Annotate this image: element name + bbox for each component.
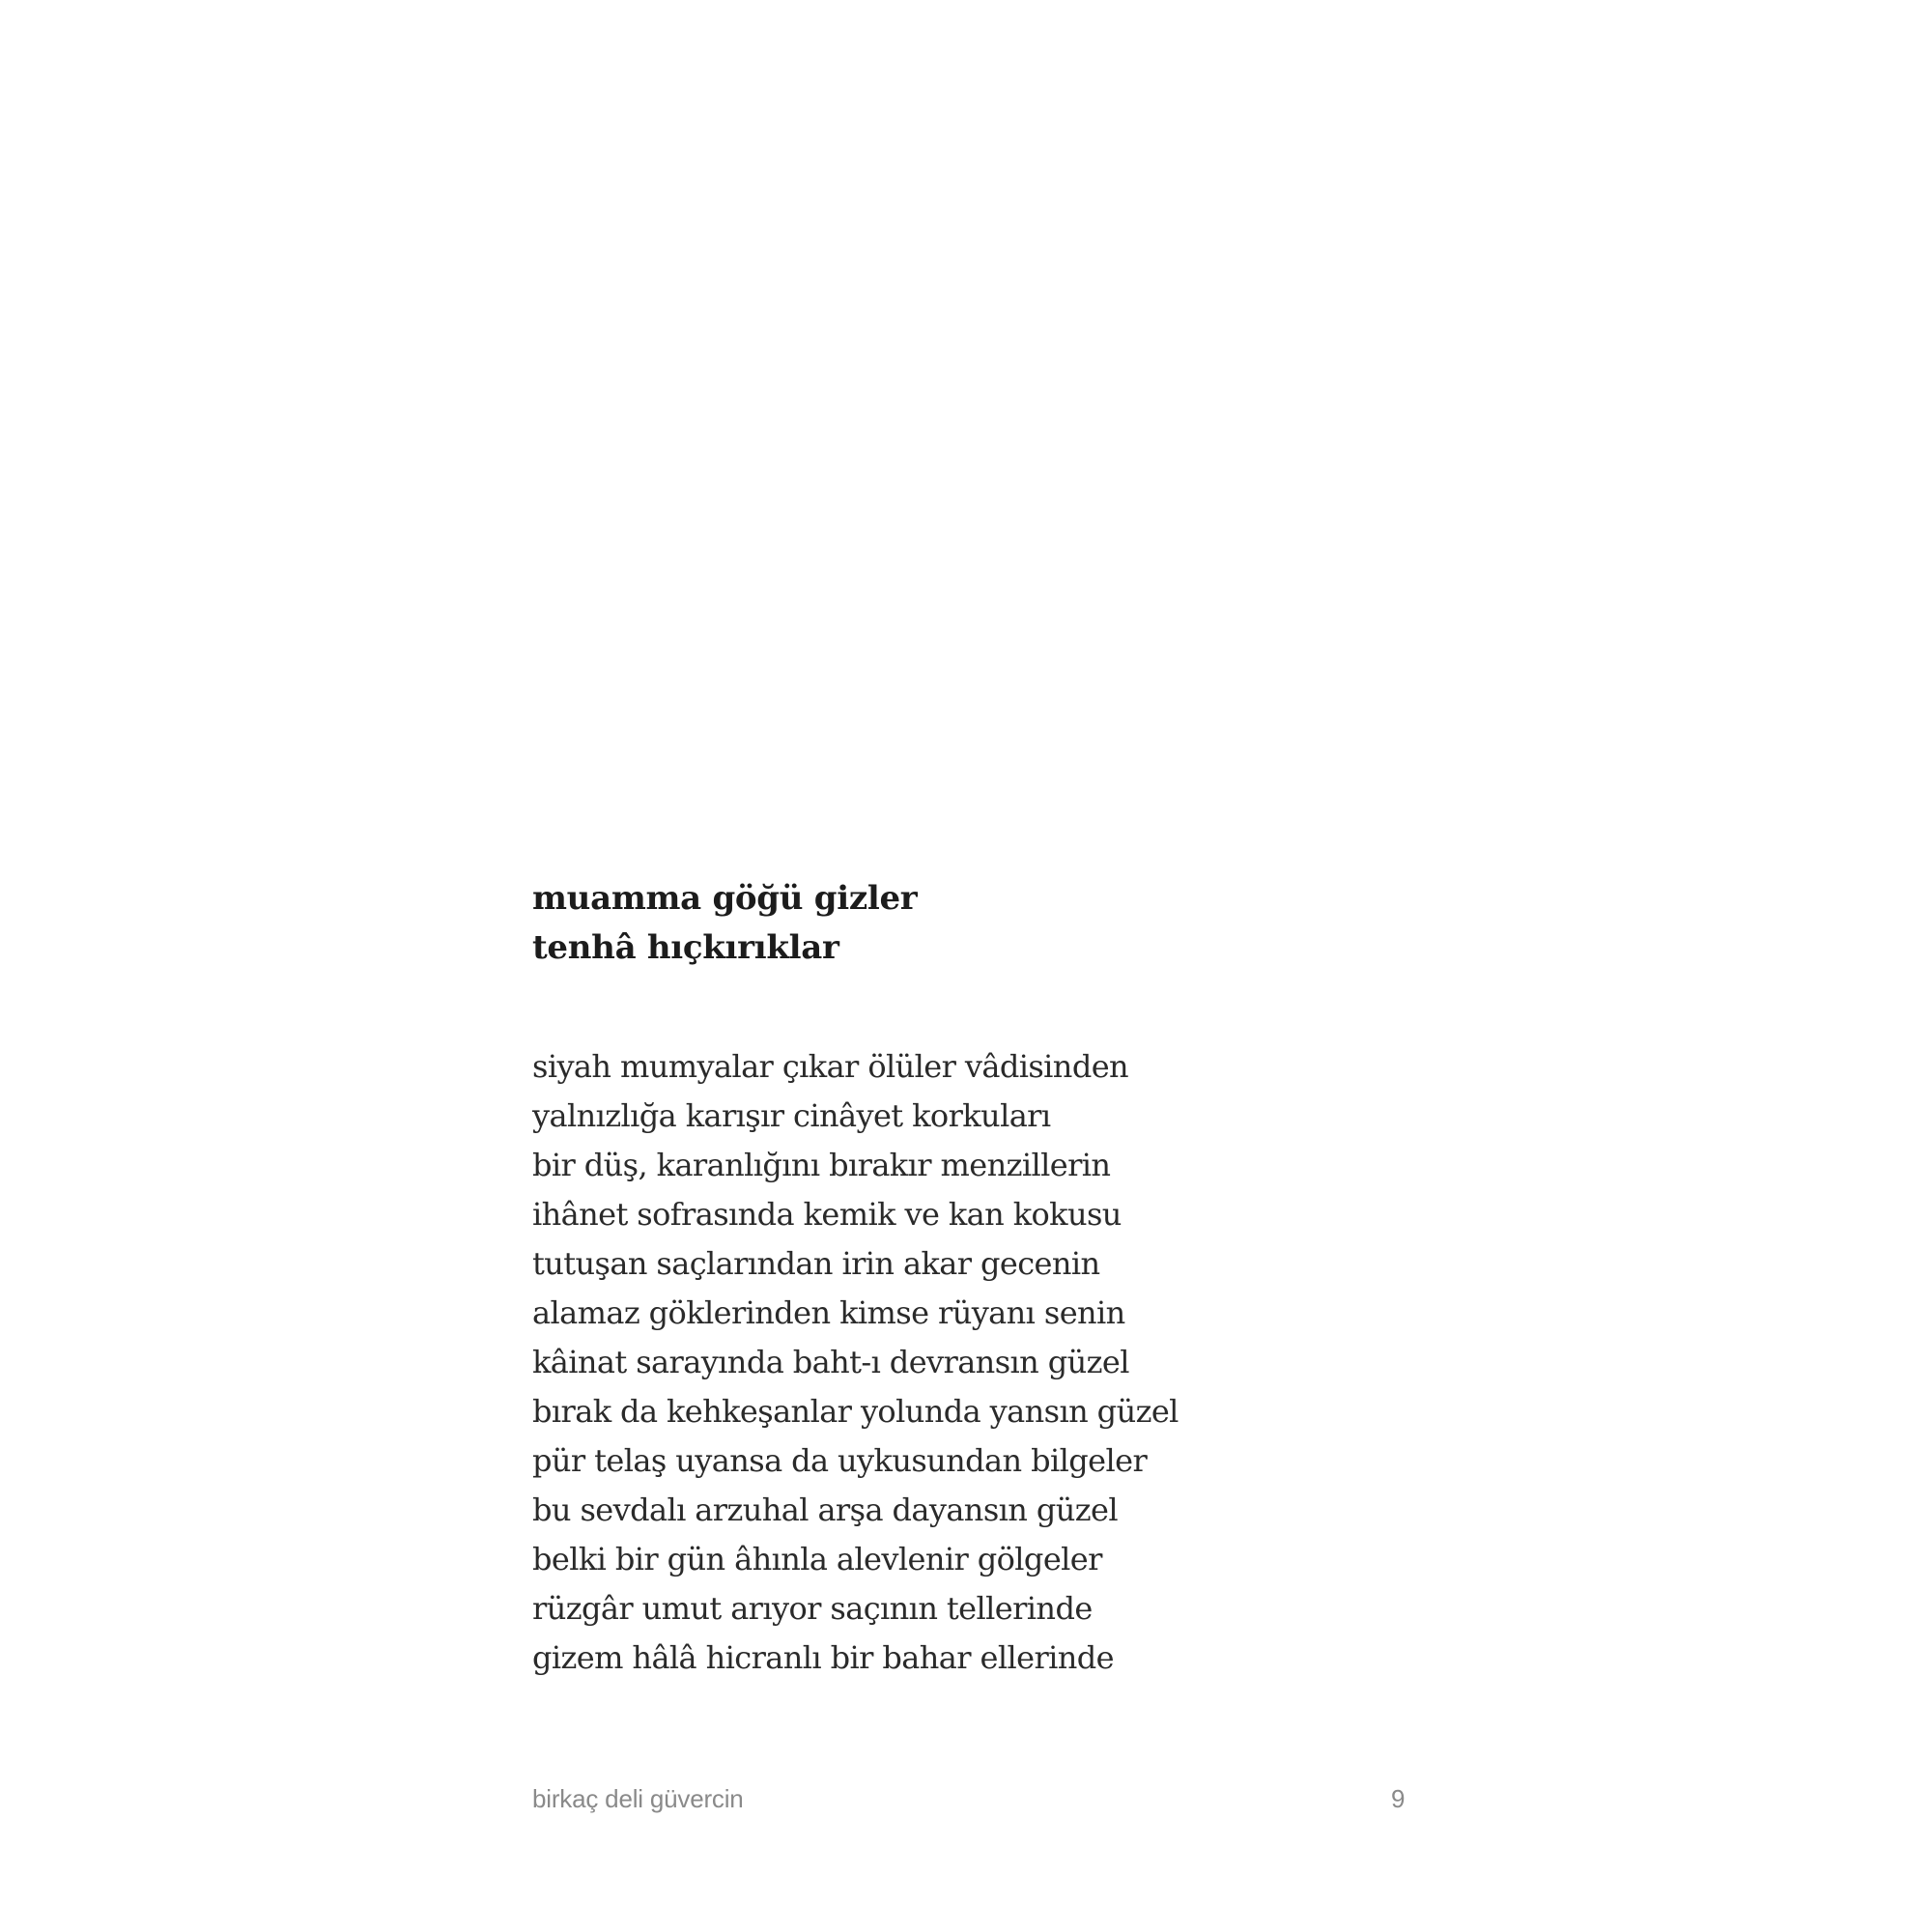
poem-line: yalnızlığa karışır cinâyet korkuları — [532, 1097, 1051, 1134]
poem-title-line: tenhâ hıçkırıklar — [532, 928, 839, 967]
poem-title-line: muamma göğü gizler — [532, 879, 918, 918]
page-number: 9 — [1391, 1784, 1406, 1813]
poem-body — [532, 1042, 1402, 1683]
poem-title — [532, 874, 1402, 973]
poem-line: bu sevdalı arzuhal arşa dayansın güzel — [532, 1492, 1118, 1528]
poem-line: alamaz göklerinden kimse rüyanı senin — [532, 1294, 1125, 1331]
poem-line: pür telaş uyansa da uykusundan bilgeler — [532, 1442, 1148, 1479]
poem-line: bırak da kehkeşanlar yolunda yansın güzel — [532, 1393, 1179, 1430]
poem-line: kâinat sarayında baht-ı devransın güzel — [532, 1344, 1129, 1380]
poem-line: rüzgâr umut arıyor saçının tellerinde — [532, 1590, 1093, 1627]
poem-line: tutuşan saçlarından irin akar gecenin — [532, 1245, 1100, 1282]
poem-line: belki bir gün âhınla alevlenir gölgeler — [532, 1541, 1102, 1577]
poem-line: gizem hâlâ hicranlı bir bahar ellerinde — [532, 1639, 1115, 1676]
running-footer-book-title: birkaç deli güvercin — [532, 1784, 744, 1813]
poem-line: ihânet sofrasında kemik ve kan kokusu — [532, 1196, 1122, 1233]
poem-line: bir düş, karanlığını bırakır menzillerin — [532, 1147, 1111, 1183]
poem-line: siyah mumyalar çıkar ölüler vâdisinden — [532, 1048, 1129, 1085]
